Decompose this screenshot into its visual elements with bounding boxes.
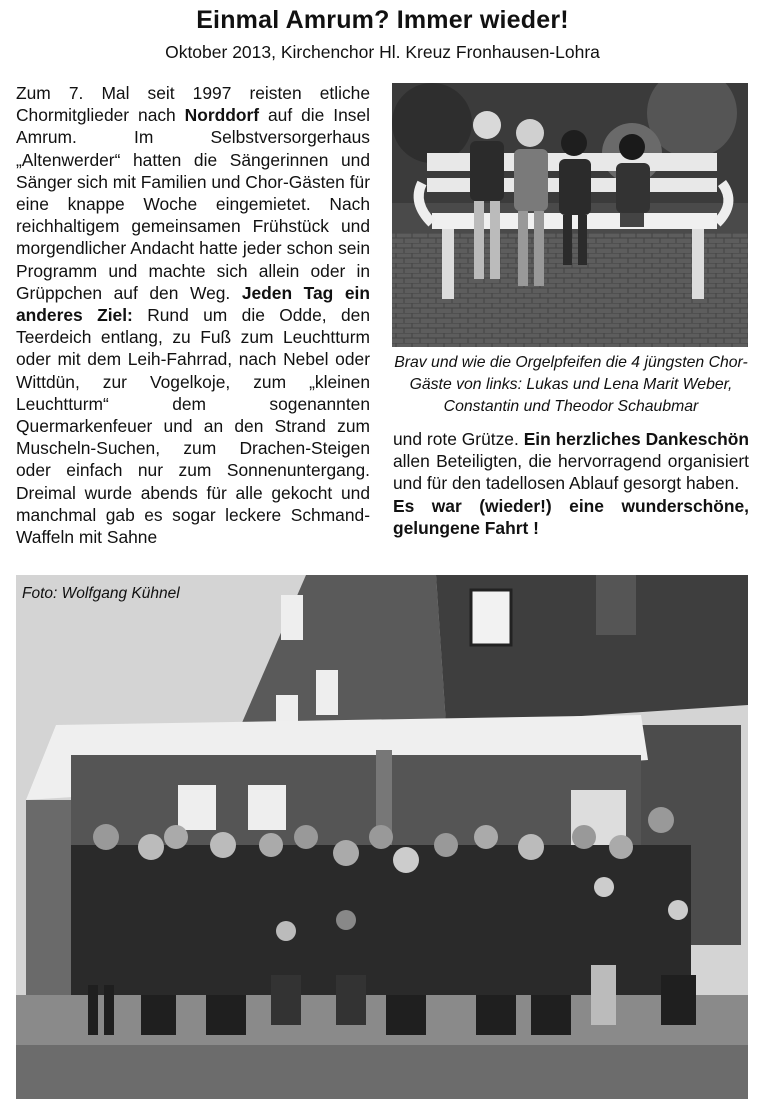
article-body-left — [16, 82, 370, 548]
paragraph-2 — [393, 428, 749, 495]
bold-jeden-tag: Jeden Tag ein anderes Ziel: — [16, 282, 370, 326]
closing-sentence — [393, 495, 749, 539]
children-on-bench-photo — [392, 83, 748, 347]
paragraph-1 — [16, 82, 370, 548]
text-run: auf die Insel Amrum. Im Selbstversorgerhaus „Altenwerder“ hatten die Sängerinnen und Sänger sich mit Familien und Chor-Gästen für eine knappe Woche eingemietet. Nach reichhaltigem gemeinsamen Frühstück und morgendlicher Andacht hatte jeder schon sein Programm und machte sich allein oder in Grüppchen auf den Weg. — [16, 105, 370, 303]
article-body-right — [393, 428, 749, 539]
text-run: und rote Grütze. — [393, 429, 524, 449]
text-run: Rund um die Odde, den Teerdeich entlang, zu Fuß zum Leuchtturm oder mit dem Leih-Fahrrad, nach Nebel oder Wittdün, zur Vogelkoje, zum „kleinen Leuchtturm“ dem sogenannten Quermarkenfeuer und an den Strand zum Muscheln-Suchen, zum Drachen-Steigen oder einfach nur zum Sonnenuntergang. Dreimal wurde abends für alle gekocht und manchmal gab es sogar leckere Schmand-Waffeln mit Sahne — [16, 305, 370, 548]
group-photo — [16, 575, 748, 1099]
photo-credit: Foto: Wolfgang Kühnel — [22, 585, 180, 602]
article-subtitle: Oktober 2013, Kirchenchor Hl. Kreuz Fronhausen-Lohra — [165, 42, 600, 62]
text-run: Zum 7. Mal seit 1997 reisten etliche Chormitglieder nach — [16, 83, 370, 126]
bold-norddorf: Norddorf — [184, 105, 260, 126]
article-title: Einmal Amrum? Immer wieder! — [196, 6, 569, 34]
photo-caption: Brav und wie die Orgelpfeifen die 4 jüngsten Chor-Gäste von links: Lukas und Lena Marit Weber, Constantin und Theodor Schaubmar — [394, 354, 748, 415]
text-run: allen Beteiligten, die hervorragend organisiert und für den tadellosen Ablauf gesorgt haben. — [393, 451, 749, 494]
bold-dankeschoen: Ein herzliches Dankeschön — [523, 429, 749, 449]
bold-closing: Es war (wieder!) eine wunderschöne, gelungene Fahrt ! — [393, 495, 749, 538]
